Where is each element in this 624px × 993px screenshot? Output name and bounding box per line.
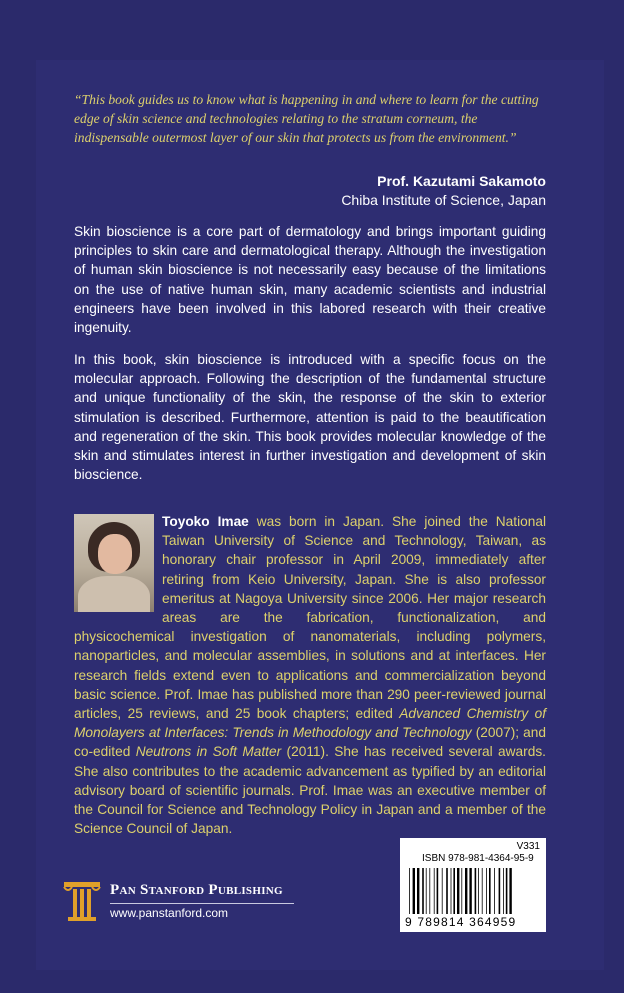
description-paragraph-1: Skin bioscience is a core part of dermatology and brings important guiding principles to skin care and dermatological therapy. Although the investigation of human skin bioscience is not necessarily easy because of the limitations on the use of native human skin, many academic scientists and industrial engineers have been involved in this labored research with their creative ingenuity. (74, 224, 546, 336)
column-icon (62, 880, 102, 922)
isbn-text: ISBN 978-981-4364-95-9 (422, 853, 534, 864)
author-bio-text-3: (2011). She has received several awards. She also contributes to the academic advancement as typified by an editorial advisory board of scientific journals. Prof. Imae was an executive member of the Council for Science and Technology Policy in Japan and a member of the Science Council of Japan. (74, 744, 546, 837)
quote-attribution (341, 172, 546, 210)
author-bio-text-1: was born in Japan. She joined the National Taiwan University of Science and Technology, Taiwan, as honorary chair professor in April 2009, immediately after retiring from Keio University, Japan. She is also professor emeritus at Nagoya University since 2006. Her major research areas are the fabrication, functionalization, and physicochemical investigation of nanomaterials, including polymers, nanoparticles, and molecular assemblies, in solutions and at interfaces. Her research fields extend even to applications and commercialization beyond basic science. Prof. Imae has published more than 290 peer-reviewed journal articles, 25 reviews, and 25 book chapters; edited (74, 514, 546, 722)
author-book-1: Advanced Chemistry of Monolayers at Interfaces: Trends in Methodology and Technology (74, 706, 546, 741)
publisher-name: Pan Stanford Publishing (110, 882, 283, 898)
endorsement-quote: “This book guides us to know what is happening in and where to learn for the cutting edge of skin science and technologies relating to the stratum corneum, the indispensable outermost layer of our skin that protects us from the environment.” (74, 92, 539, 145)
publisher-divider (110, 903, 294, 904)
quote-author: Prof. Kazutami Sakamoto (377, 173, 546, 189)
barcode-digits: 9 789814 364959 (405, 915, 517, 929)
quote-affiliation: Chiba Institute of Science, Japan (341, 192, 546, 208)
barcode-bars (408, 868, 540, 914)
publisher-url: www.panstanford.com (110, 906, 229, 920)
description-paragraph-2: In this book, skin bioscience is introduced with a specific focus on the molecular approach. Following the description of the fundamental structure and unique functionality of the skin, the response of the skin to exterior stimulation is described. Furthermore, attention is paid to the beautification and regeneration of the skin. This book provides molecular knowledge of the skin and stimulates interest in further investigation and development of skin bioscience. (74, 352, 546, 483)
author-bio-text-2: (2007); and co-edited (74, 725, 546, 760)
author-name: Toyoko Imae (162, 514, 249, 529)
barcode-box (400, 838, 546, 932)
barcode-code: V331 (516, 841, 540, 852)
author-bio (74, 512, 546, 838)
author-book-2: Neutrons in Soft Matter (135, 744, 282, 760)
